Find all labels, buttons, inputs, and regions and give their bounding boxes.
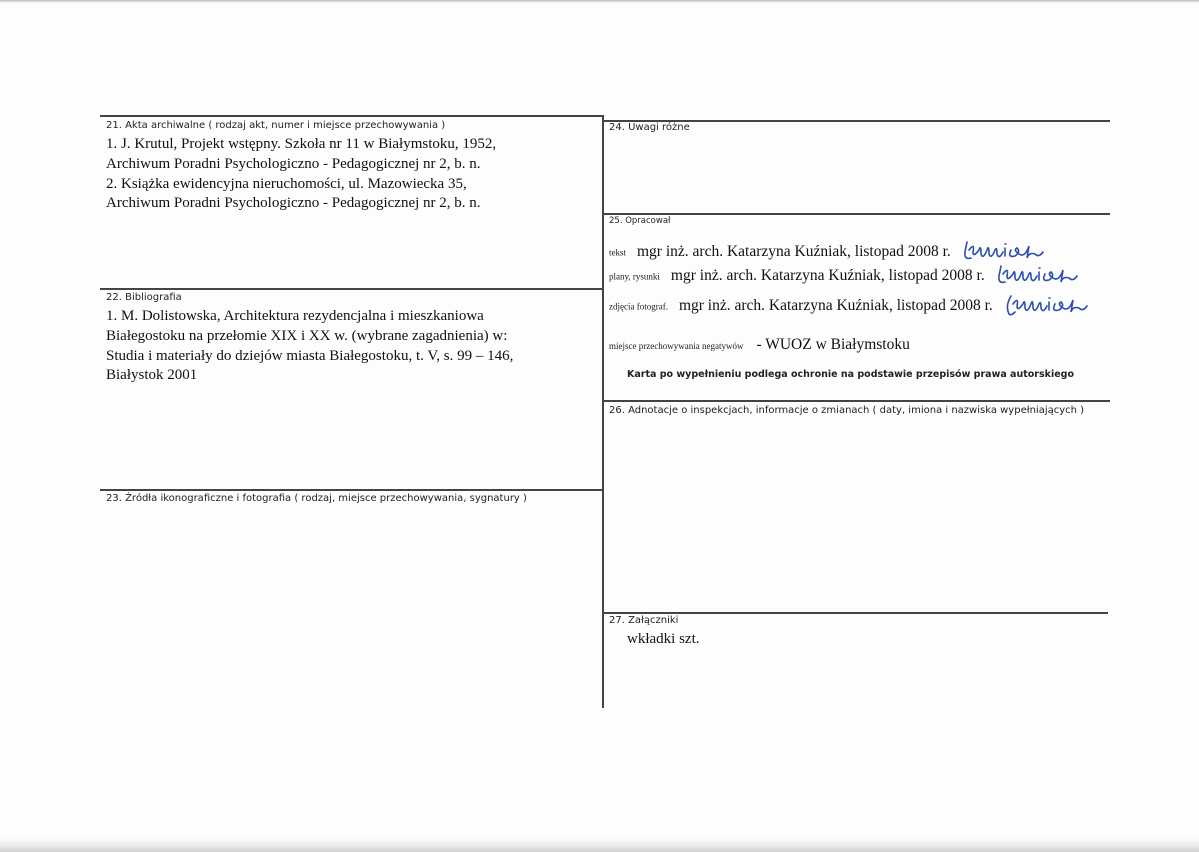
- scan-edge-top: [0, 0, 1199, 3]
- author-row-photos: [609, 292, 1113, 320]
- section-26-heading: 26. Adnotacje o inspekcjach, informacje o zmianach ( daty, imiona i nazwiska wypełniających ): [609, 405, 1085, 416]
- copyright-note: Karta po wypełnieniu podlega ochronie na podstawie przepisów prawa autorskiego: [627, 369, 1074, 380]
- author-row-plans: [609, 262, 1105, 290]
- attachments-value: wkładki szt.: [627, 631, 700, 647]
- negatives-row: [609, 336, 910, 354]
- section-22-line-3: Studia i materiały do dziejów miasta Białegostoku, t. V, s. 99 – 146,: [106, 348, 514, 364]
- section-21-heading: 21. Akta archiwalne ( rodzaj akt, numer i miejsce przechowywania ): [106, 120, 446, 131]
- section-22-heading: 22. Bibliografia: [106, 292, 182, 303]
- section-21-line-2: Archiwum Poradni Psychologiczno - Pedagogicznej nr 2, b. n.: [106, 156, 481, 172]
- rule-22-23: [100, 489, 604, 491]
- section-22-line-1: 1. M. Dolistowska, Architektura rezydencjalna i mieszkaniowa: [106, 308, 484, 324]
- author-row-label: zdjęcia fotograf.: [609, 301, 668, 312]
- author-row-value: mgr inż. arch. Katarzyna Kuźniak, listopad 2008 r.: [678, 296, 993, 314]
- rule-26-27: [604, 612, 1108, 614]
- section-23-heading: 23. Źródła ikonograficzne i fotografia ( rodzaj, miejsce przechowywania, sygnatury ): [106, 493, 527, 504]
- section-27-heading: 27. Załączniki: [609, 615, 679, 626]
- section-25-heading: 25. Opracował: [609, 216, 671, 226]
- center-divider: [602, 115, 604, 708]
- rule-25-26: [604, 400, 1110, 402]
- signature-icon: [995, 262, 1105, 290]
- negatives-label: miejsce przechowywania negatywów: [609, 341, 744, 351]
- rule-21-22: [100, 288, 604, 290]
- author-row-label: tekst: [609, 247, 626, 258]
- rule-24-25: [604, 213, 1110, 215]
- section-21-line-1: 1. J. Krutul, Projekt wstępny. Szkoła nr 11 w Białymstoku, 1952,: [106, 136, 497, 152]
- section-24-heading: 24. Uwagi różne: [609, 122, 690, 133]
- author-row-value: mgr inż. arch. Katarzyna Kuźniak, listopad 2008 r.: [670, 266, 985, 284]
- section-22-line-4: Białystok 2001: [106, 367, 198, 383]
- negatives-value: - WUOZ w Białymstoku: [756, 336, 910, 353]
- author-row-value: mgr inż. arch. Katarzyna Kuźniak, listopad 2008 r.: [637, 242, 951, 260]
- scan-edge-bottom: [0, 838, 1199, 852]
- section-22-line-2: Białegostoku na przełomie XIX i XX w. (wybrane zagadnienia) w:: [106, 328, 508, 344]
- section-21-line-3: 2. Książka ewidencyjna nieruchomości, ul. Mazowiecka 35,: [106, 176, 467, 192]
- rule-top-left: [100, 115, 604, 117]
- section-21-line-4: Archiwum Poradni Psychologiczno - Pedagogicznej nr 2, b. n.: [106, 195, 481, 211]
- signature-icon: [1003, 292, 1113, 320]
- author-row-label: plany, rysunki: [609, 271, 660, 282]
